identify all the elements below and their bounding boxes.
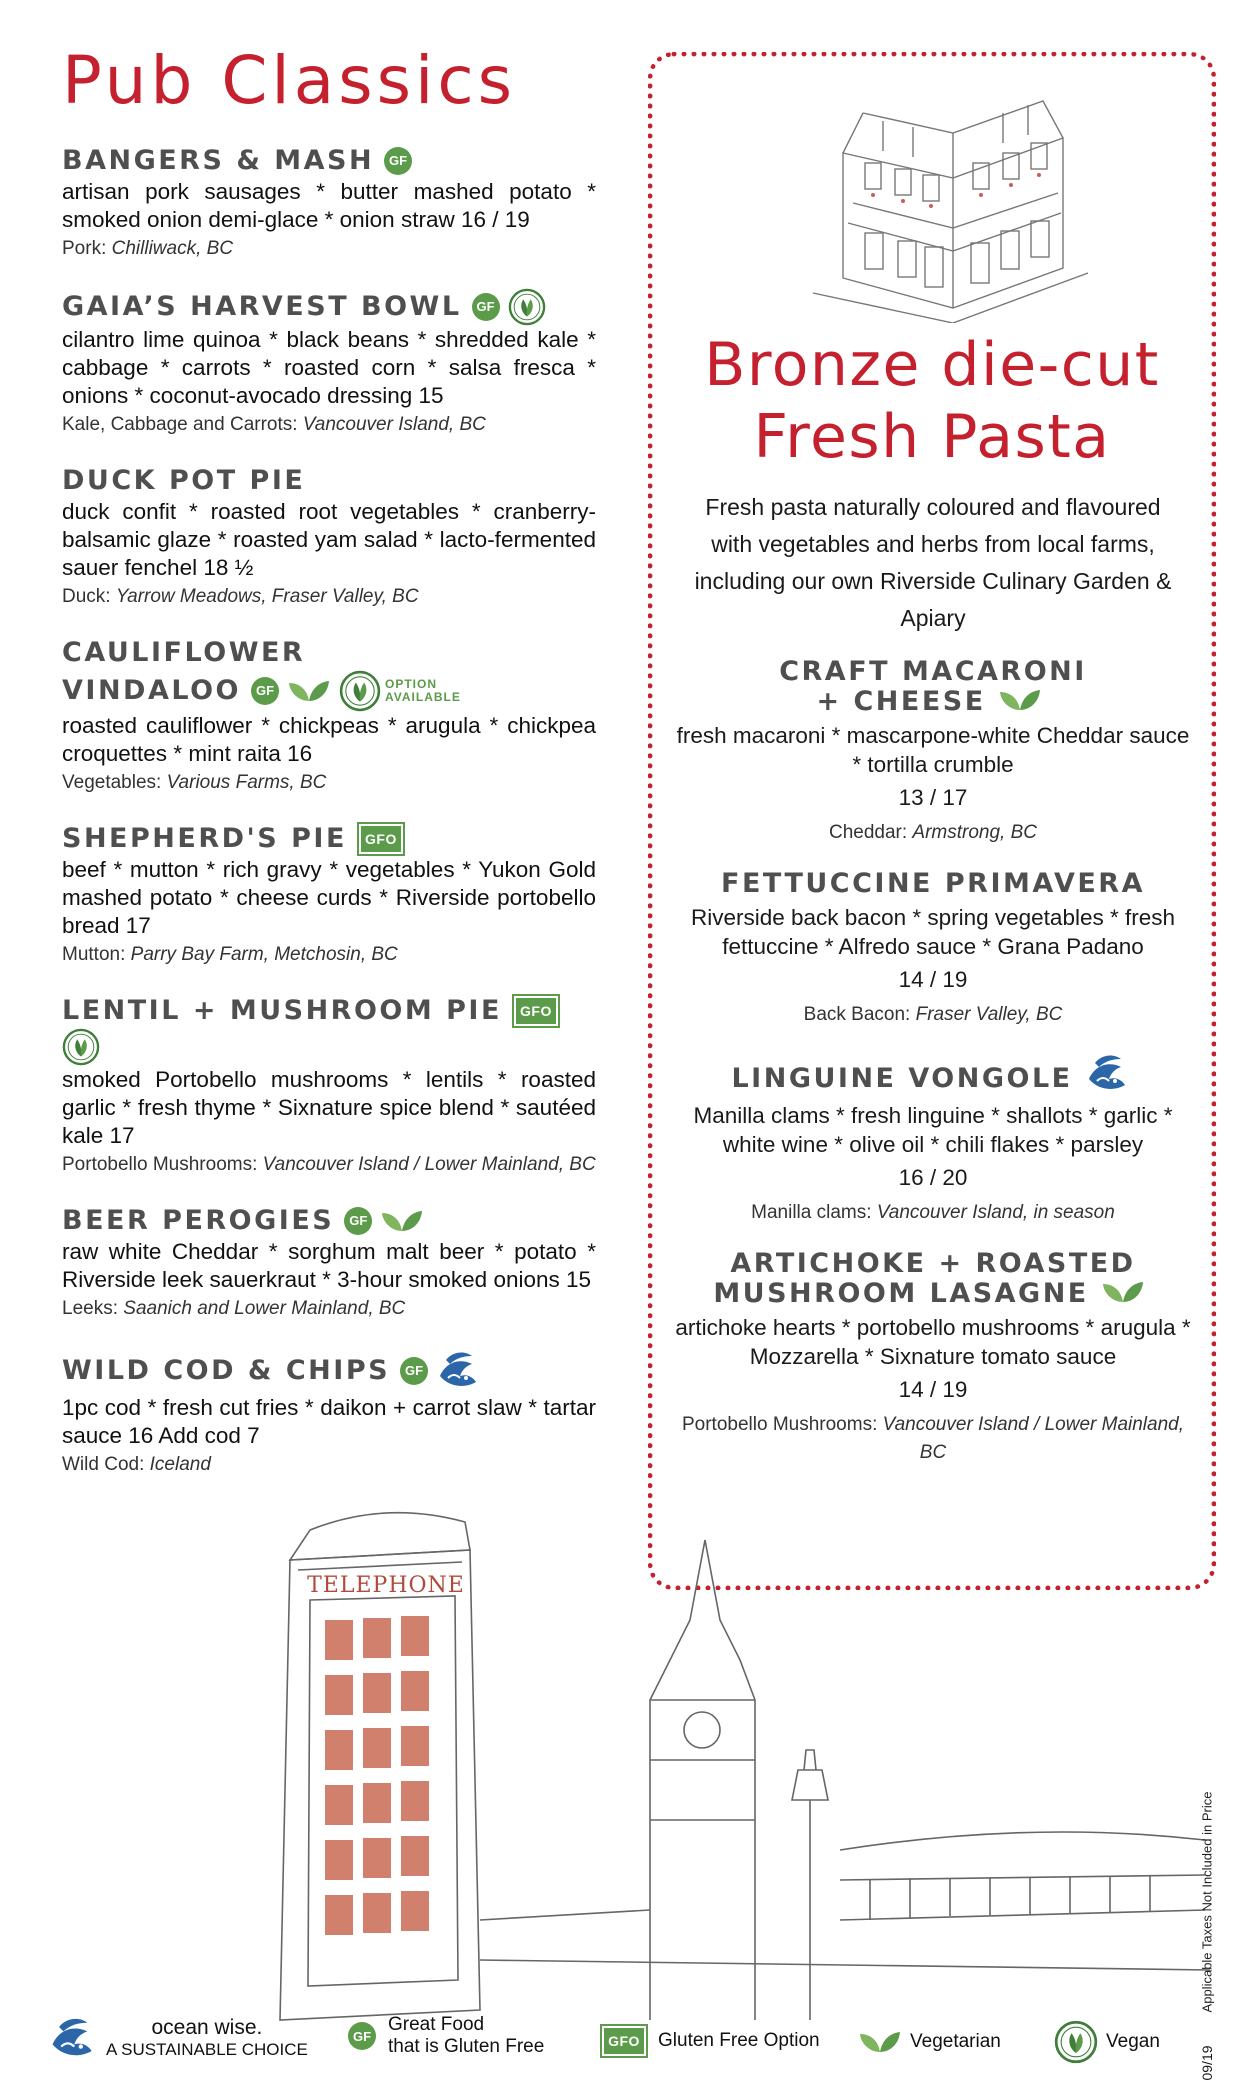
legend-vegetarian: Vegetarian xyxy=(858,2030,1001,2054)
item-source: Vegetables: Various Farms, BC xyxy=(62,772,327,793)
gluten-free-option-icon: GFO xyxy=(512,994,560,1028)
item-source: Leeks: Saanich and Lower Mainland, BC xyxy=(62,1298,406,1319)
gluten-free-icon: GF xyxy=(472,293,500,321)
gluten-free-icon: GF xyxy=(348,2022,376,2050)
item-description: fresh macaroni * mascarpone-white Cheddar sauce * tortilla crumble xyxy=(676,723,1190,777)
item-description: cilantro lime quinoa * black beans * shredded kale * cabbage * carrots * roasted corn * salsa fresca * onions * coconut-avocado dressing 15 xyxy=(62,327,596,408)
telephone-sign: TELEPHONE xyxy=(307,1573,465,1598)
item-source: Portobello Mushrooms: Vancouver Island / Lower Mainland, BC xyxy=(681,1414,1184,1463)
item-source: Back Bacon: Fraser Valley, BC xyxy=(803,1004,1063,1025)
vegetarian-icon xyxy=(380,1209,424,1233)
item-description: 1pc cod * fresh cut fries * daikon + carrot slaw * tartar sauce 16 Add cod 7 xyxy=(62,1395,596,1448)
fresh-pasta-panel xyxy=(648,52,1216,1590)
item-name: SHEPHERD'S PIE xyxy=(62,823,347,854)
item-description: raw white Cheddar * sorghum malt beer * potato * Riverside leek sauerkraut * 3-hour smoked onions 15 xyxy=(62,1239,596,1292)
item-source: Manilla clams: Vancouver Island, in season xyxy=(751,1202,1115,1223)
item-name: FETTUCCINE PRIMAVERA xyxy=(721,868,1145,899)
menu-item xyxy=(62,1204,596,1322)
item-name: GAIA’S HARVEST BOWL xyxy=(62,291,462,322)
item-price: 16 / 20 xyxy=(898,1165,968,1190)
gluten-free-icon: GF xyxy=(400,1357,428,1385)
item-name: LINGUINE VONGOLE xyxy=(673,1051,1193,1097)
gluten-free-icon: GF xyxy=(384,147,412,175)
menu-item xyxy=(62,464,596,610)
gluten-free-option-icon: GFO xyxy=(357,822,405,856)
ocean-wise-fish-icon xyxy=(1085,1051,1127,1097)
legend-ocean-wise: ocean wise. A SUSTAINABLE CHOICE xyxy=(48,2014,308,2064)
gluten-free-icon: GF xyxy=(344,1207,372,1235)
vegetarian-icon xyxy=(1101,1280,1145,1304)
item-price: 14 / 19 xyxy=(898,967,968,992)
vegan-icon xyxy=(339,670,381,712)
pasta-item xyxy=(673,1051,1193,1227)
vegan-option-badge: OPTION AVAILABLE xyxy=(339,670,461,712)
menu-item xyxy=(62,1348,596,1478)
vegan-icon xyxy=(508,288,546,326)
item-name: WILD COD & CHIPS xyxy=(62,1355,391,1386)
pub-classics-section xyxy=(62,40,596,1504)
item-description: Manilla clams * fresh linguine * shallots * garlic * white wine * olive oil * chili flakes * parsley xyxy=(693,1103,1173,1157)
item-name: DUCK POT PIE xyxy=(62,465,306,496)
legend-gluten-free: GF Great Food that is Gluten Free xyxy=(348,2014,544,2058)
section-intro: Fresh pasta naturally coloured and flavoured with vegetables and herbs from local farms, including our own Riverside Culinary Garden & Apiary xyxy=(694,494,1172,631)
gluten-free-icon: GF xyxy=(251,677,279,705)
item-source: Pork: Chilliwack, BC xyxy=(62,238,234,259)
tax-note: Applicable Taxes Not Included in Price xyxy=(1199,1791,1215,2013)
item-description: artichoke hearts * portobello mushrooms * arugula * Mozzarella * Sixnature tomato sauce xyxy=(675,1315,1191,1369)
menu-item xyxy=(62,636,596,796)
item-source: Portobello Mushrooms: Vancouver Island / Lower Mainland, BC xyxy=(62,1154,596,1175)
item-name: CAULIFLOWER xyxy=(62,637,306,668)
item-description: Riverside back bacon * spring vegetables * fresh fettuccine * Alfredo sauce * Grana Padano xyxy=(690,905,1175,959)
item-source: Kale, Cabbage and Carrots: Vancouver Island, BC xyxy=(62,414,486,435)
item-description: roasted cauliflower * chickpeas * arugula * chickpea croquettes * mint raita 16 xyxy=(62,713,596,766)
pasta-item xyxy=(673,869,1193,1029)
item-source: Mutton: Parry Bay Farm, Metchosin, BC xyxy=(62,944,398,965)
legend xyxy=(48,2014,1178,2078)
menu-item xyxy=(62,288,596,438)
item-name-line2: VINDALOO xyxy=(62,675,241,706)
gluten-free-option-icon: GFO xyxy=(600,2024,648,2058)
legend-vegan: Vegan xyxy=(1054,2020,1160,2064)
item-price: 13 / 17 xyxy=(898,785,968,810)
ocean-wise-fish-icon xyxy=(48,2014,94,2064)
menu-item xyxy=(62,822,596,968)
ocean-wise-fish-icon xyxy=(436,1348,478,1394)
legend-gluten-free-option: GFO Gluten Free Option xyxy=(600,2024,820,2058)
item-price: 14 / 19 xyxy=(898,1377,968,1402)
item-name: CRAFT MACARONI + CHEESE xyxy=(779,656,1087,717)
item-name: ARTICHOKE + ROASTED MUSHROOM LASAGNE xyxy=(673,1249,1193,1309)
item-name: BEER PEROGIES xyxy=(62,1205,335,1236)
item-name: BANGERS & MASH xyxy=(62,145,375,176)
menu-item xyxy=(62,144,596,262)
vegetarian-icon xyxy=(287,679,331,703)
item-source: Wild Cod: Iceland xyxy=(62,1454,211,1475)
london-sketch-illustration xyxy=(250,1500,1210,2040)
menu-item xyxy=(62,994,596,1178)
section-title: Bronze die-cut Fresh Pasta xyxy=(704,330,1160,472)
item-source: Cheddar: Armstrong, BC xyxy=(828,822,1038,843)
menu-date: 09/19 xyxy=(1199,2045,1215,2081)
item-description: smoked Portobello mushrooms * lentils * roasted garlic * fresh thyme * Sixnature spice blend * sautéed kale 17 xyxy=(62,1067,596,1148)
vegan-icon xyxy=(1054,2020,1098,2064)
vegetarian-icon xyxy=(858,2030,902,2054)
item-source: Duck: Yarrow Meadows, Fraser Valley, BC xyxy=(62,586,419,607)
item-description: beef * mutton * rich gravy * vegetables * Yukon Gold mashed potato * cheese curds * Riverside portobello bread 17 xyxy=(62,857,596,938)
vegan-icon xyxy=(62,1028,100,1066)
section-title: Pub Classics xyxy=(62,42,516,119)
pasta-item xyxy=(673,657,1193,847)
item-description: artisan pork sausages * butter mashed potato * smoked onion demi-glace * onion straw 16 / 19 xyxy=(62,179,596,232)
item-name: LENTIL + MUSHROOM PIE xyxy=(62,995,502,1026)
item-description: duck confit * roasted root vegetables * cranberry-balsamic glaze * roasted yam salad * lacto-fermented sauer fenchel 18 ½ xyxy=(62,499,596,580)
pasta-item xyxy=(673,1249,1193,1467)
vegetarian-icon xyxy=(998,688,1042,712)
pub-building-sketch xyxy=(803,93,1093,323)
